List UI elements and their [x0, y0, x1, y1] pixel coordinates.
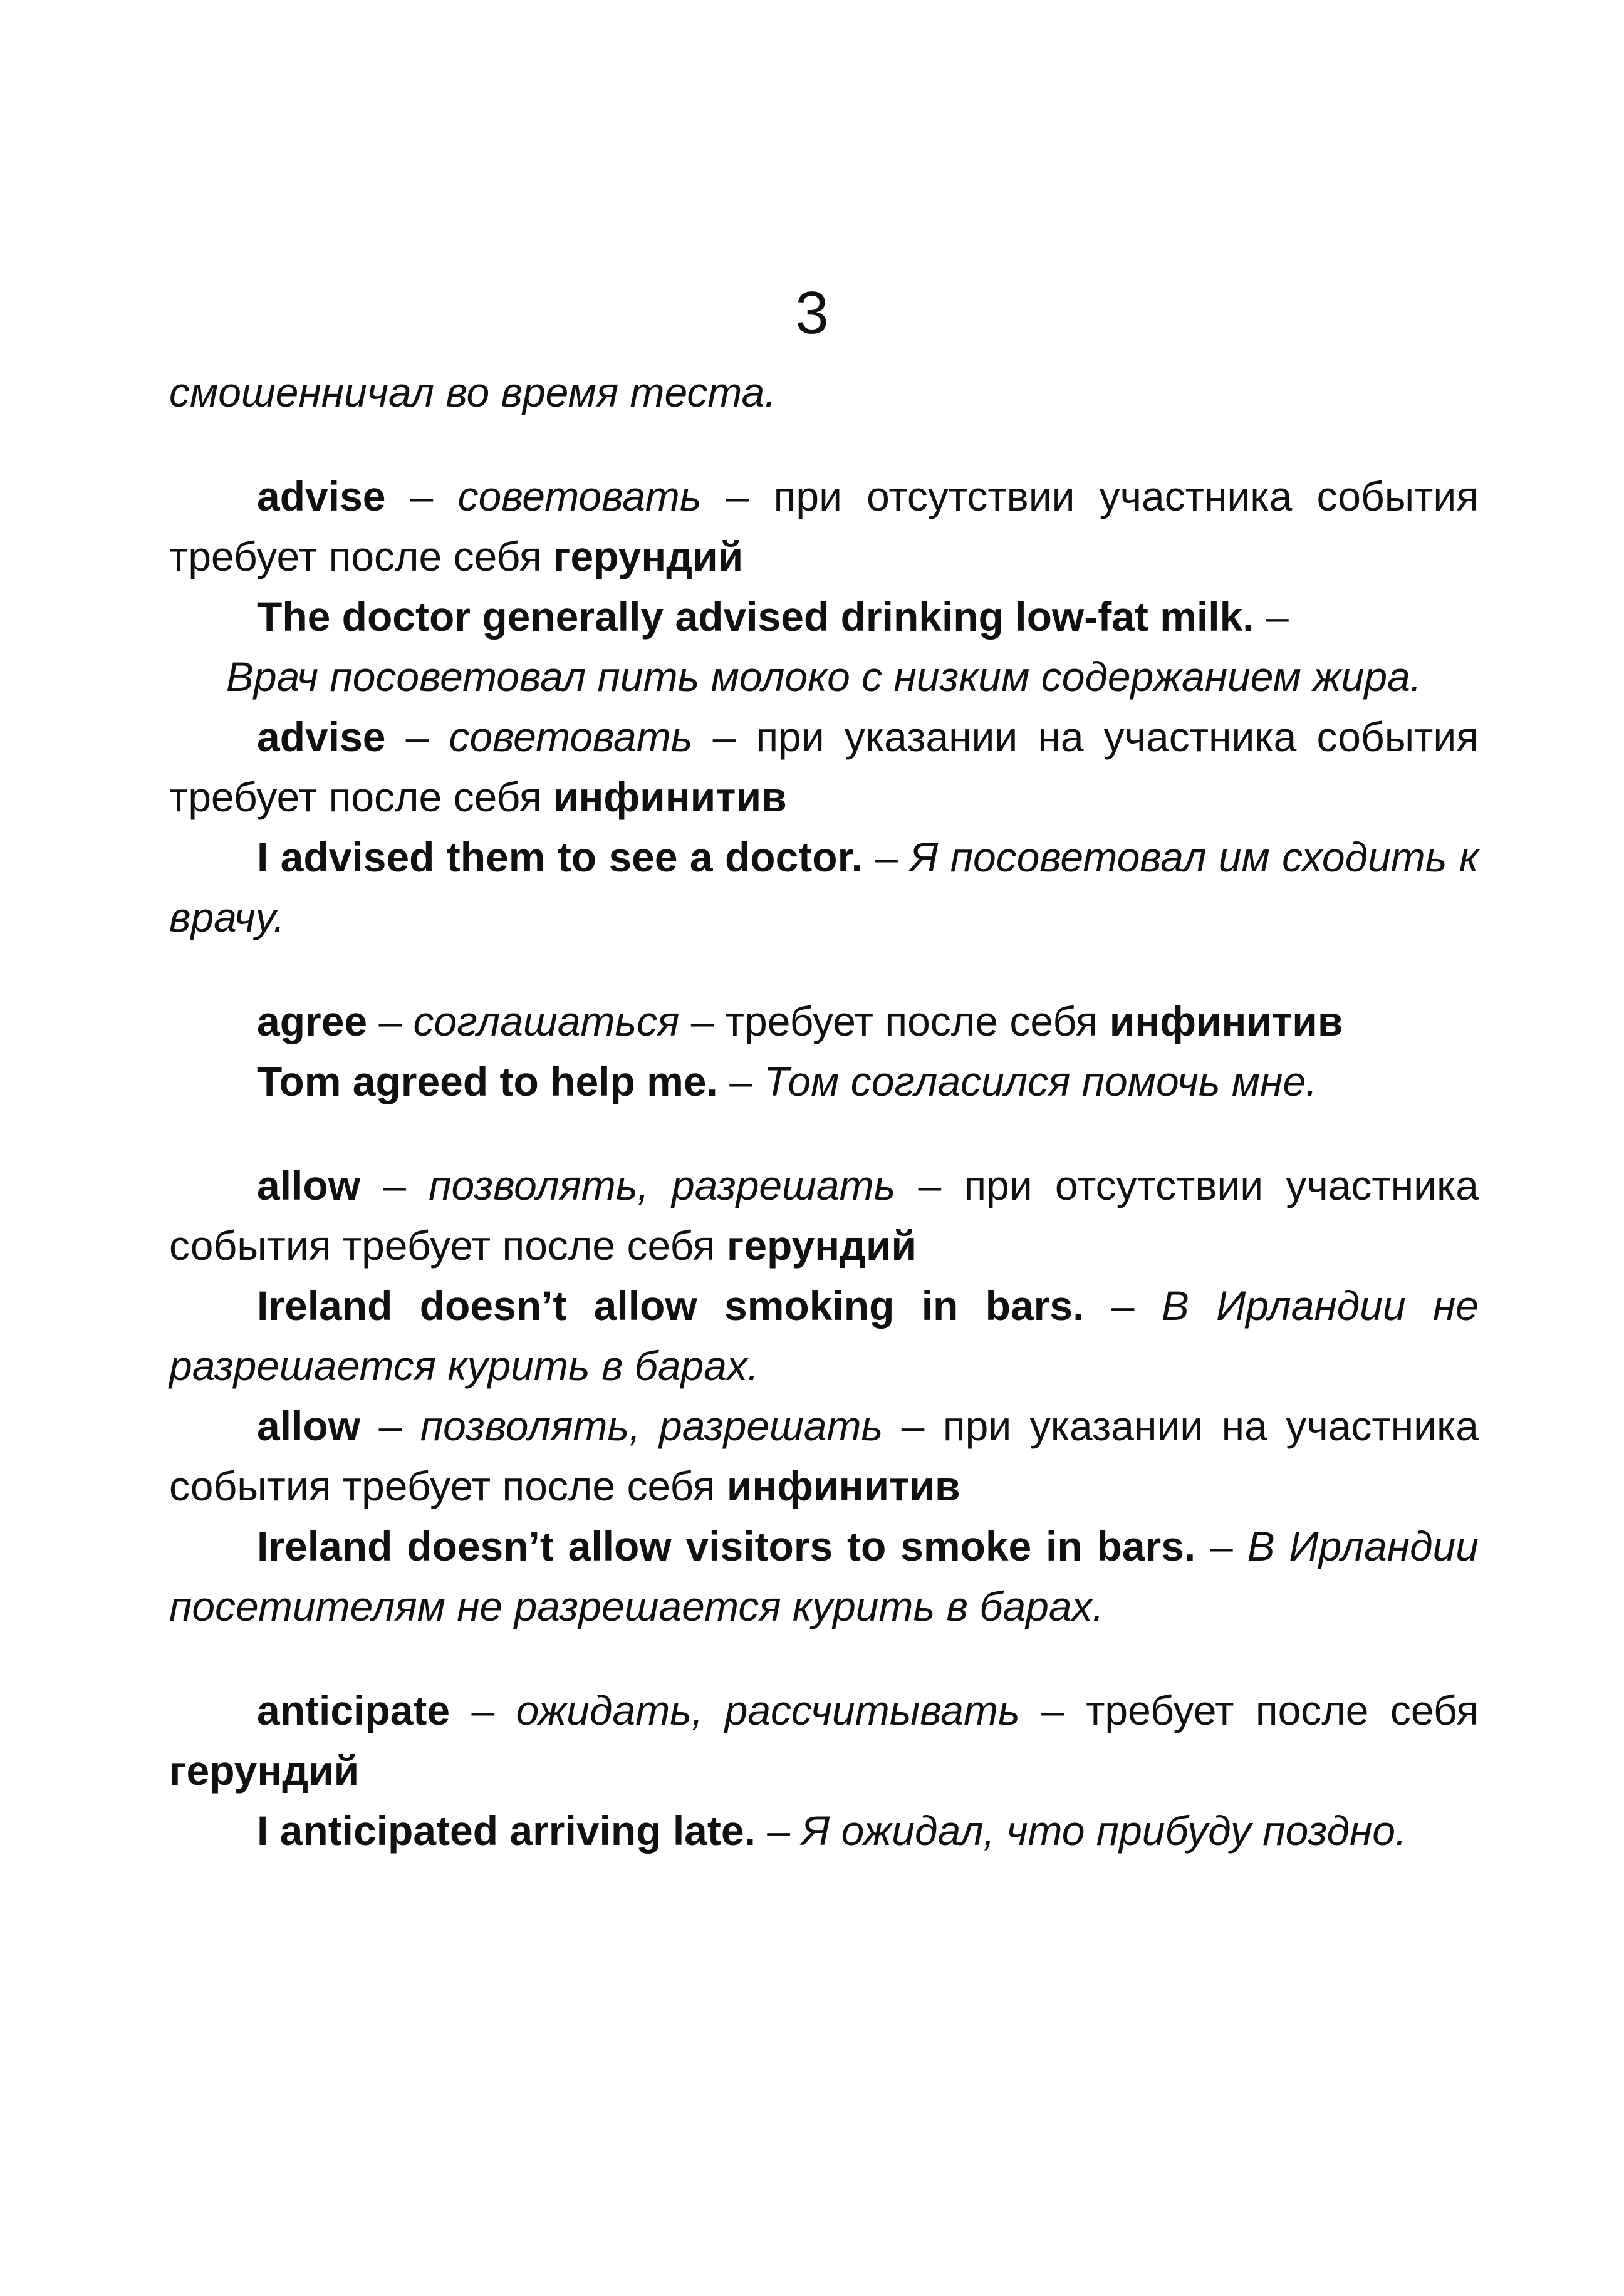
translation: позволять, разрешать [429, 1162, 896, 1208]
headword: anticipate [257, 1687, 450, 1733]
translation: ожидать, рассчитывать [516, 1687, 1020, 1733]
dash: – [862, 834, 910, 880]
entry-allow-infinitive [169, 1396, 1479, 1516]
example-translation: В Ирландии не разрешается курить в барах. [169, 1282, 1479, 1389]
continuation-text: смошенничал во время теста. [169, 369, 776, 415]
grammar-form: инфинитив [553, 774, 787, 820]
example-sentence: I anticipated arriving late. [257, 1807, 756, 1854]
grammar-form: инфинитив [726, 1463, 960, 1509]
rule-text: – при отсутствии участника события требует после себя [169, 473, 1479, 579]
translation: позволять, разрешать [420, 1403, 883, 1449]
dash: – [385, 714, 449, 760]
example-advise-gerund [169, 586, 1479, 647]
rule-text: – требует после себя [1019, 1687, 1479, 1733]
grammar-form: герундий [169, 1747, 360, 1794]
grammar-form: герундий [726, 1222, 917, 1269]
entry-advise-gerund [169, 466, 1479, 586]
entry-anticipate [169, 1680, 1479, 1800]
rule-text: – при указании на участника события требует после себя [169, 714, 1479, 820]
grammar-form: герундий [553, 533, 744, 579]
example-sentence: Ireland doesn’t allow visitors to smoke in bars. [257, 1523, 1196, 1569]
example-sentence: Tom agreed to help me. [257, 1058, 718, 1104]
dash: – [360, 1403, 420, 1449]
example-agree [169, 1051, 1479, 1111]
headword: allow [257, 1162, 361, 1208]
dash: – [717, 1058, 764, 1104]
dash: – [1084, 1282, 1162, 1329]
rule-text: – при указании на участника события требует после себя [169, 1403, 1479, 1509]
page-text [169, 362, 1479, 1861]
grammar-form: инфинитив [1109, 998, 1343, 1044]
example-allow-infinitive [169, 1516, 1479, 1636]
example-translation: Я ожидал, что прибуду поздно. [801, 1807, 1407, 1854]
example-anticipate [169, 1800, 1479, 1861]
headword: advise [257, 714, 386, 760]
example-sentence: I advised them to see a doctor. [257, 834, 863, 880]
example-translation: Том согласился помочь мне. [764, 1058, 1318, 1104]
dash: – [360, 1162, 429, 1208]
entry-allow-gerund [169, 1155, 1479, 1275]
dash: – [1195, 1523, 1247, 1569]
translation: соглашаться [413, 998, 680, 1044]
translation: советовать [449, 714, 693, 760]
example-allow-gerund [169, 1275, 1479, 1396]
example-sentence: The doctor generally advised drinking low-fat milk. [257, 593, 1254, 640]
dash: – [450, 1687, 516, 1733]
dash: – [1254, 593, 1289, 640]
dash: – [385, 473, 458, 519]
headword: advise [257, 473, 386, 519]
entry-advise-infinitive [169, 707, 1479, 827]
example-sentence: Ireland doesn’t allow smoking in bars. [257, 1282, 1085, 1329]
headword: allow [257, 1403, 361, 1449]
page-number: 3 [795, 279, 829, 346]
example-translation-advise-gerund: Врач посоветовал пить молоко с низким содержанием жира. [226, 653, 1422, 700]
example-advise-infinitive [169, 827, 1479, 947]
example-translation: В Ирландии посетителям не разрешается курить в барах. [169, 1523, 1479, 1629]
rule-text: – при отсутствии участника события требует после себя [169, 1162, 1479, 1269]
dash: – [755, 1807, 802, 1854]
headword: agree [257, 998, 368, 1044]
dash: – [367, 998, 414, 1044]
example-translation: Я посоветовал им сходить к врачу. [169, 834, 1479, 940]
entry-agree [169, 991, 1479, 1051]
translation: советовать [457, 473, 702, 519]
rule-text: – требует после себя [679, 998, 1110, 1044]
